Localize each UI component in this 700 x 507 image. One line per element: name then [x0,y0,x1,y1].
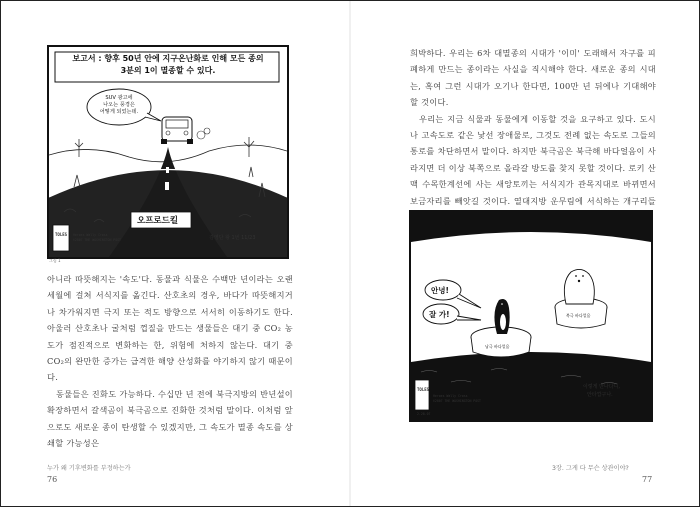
left-paragraph-2: 동물들은 진화도 가능하다. 수십만 년 전에 북극지방의 반년설이 확장하면서 갈색곰이 북극곰으로 진화한 것처럼 말이다. 이처럼 앞으로도 새로운 종이 탄생할 수 있겠지만, 그 속도가 멸종 속도를 상쇄할 가능성은 [47,388,293,449]
cartoon2-credit-line-2: ©2007 THE WASHINGTON POST [433,399,481,403]
page-number-right: 77 [642,475,653,484]
cartoon-logo: TOLES [55,232,68,237]
cartoon-handwritten-line-2: 안타깝구나. [587,392,613,398]
cartoon2-logo: TOLES [417,387,430,392]
left-paragraph-1: 아니라 따뜻해지는 '속도'다. 동물과 식물은 수백만 년이라는 오랜 세월에 걸쳐 서식지를 옮긴다. 산호초의 경우, 바다가 따뜻해지거나 차가워지면 극지 또는 적도 방향으로 서서히 이동하기도 한다. 아울러 산호초나 굴처럼 껍질을 만드는 생물들은 대기 중 CO₂ 농도가 점진적으로 변화하는 한, 위험에 처하지 않는다. 대기 중 CO₂의 완만한 증가는 급격한 해양 산성화를 야기하지 않기 때문이다. [47,274,293,383]
cartoon-offroadkill [47,45,289,259]
cartoon2-credit-line-1: Heroes Wally Cross [433,394,468,398]
cartoon2-date: 2.28.07 [417,412,431,416]
speech-goodbye: 잘 가! [429,310,450,319]
cartoon-report-line-1: 보고서 : 향후 50년 안에 지구온난화로 인해 모든 종의 [72,54,264,63]
speech-hello: 안녕! [431,286,449,295]
cartoon-bubble-line-3: 어떻게 되었는데. [99,109,139,115]
cartoon-caption: 그림 1 [49,258,61,263]
cartoon-sign-offroadkill: 오프로드킬 [137,216,179,226]
left-page [1,1,350,506]
cartoon-goodbye-ice [409,210,653,422]
cartoon-handwritten-line-1: 이렇게 만나다니, [583,384,620,390]
right-paragraph-1: 희박하다. 우리는 6차 대멸종의 시대가 '이미' 도래해서 자구를 피폐하게 만드는 종이라는 사실을 직시해야 한다. 새로운 종의 시대는, 혹여 그런 시대가 오기나 한다면, 100만 년 뒤에나 기대해야 할 것이다. [410,48,656,108]
cartoon-signature: 김영단 왕 1번 11/23 [209,235,256,241]
running-footer-left: 누가 왜 기후변화를 부정하는가 [47,465,131,472]
left-body-text [47,271,293,451]
cartoon-bubble-line-1: SUV 광고에 [105,95,133,101]
ice-label-arctic: 북극 바다얼음 [566,313,591,318]
cartoon-credit-line-1: Heroes Wally Cross [73,233,108,237]
cartoon-bubble-line-2: 나오는 풍경은 [103,102,135,108]
ice-label-antarctic: 남극 바다얼음 [485,344,510,349]
running-footer-right: 3장. 그게 다 무슨 상관이야? [552,465,629,472]
cartoon-credit-line-2: ©2007 THE WASHINGTON POST [73,238,121,242]
page-number-left: 76 [47,475,58,484]
right-body-text [410,45,656,225]
right-page [350,1,699,506]
cartoon-report-line-2: 3분의 1이 멸종할 수 있다. [120,66,216,75]
right-paragraph-2: 우리는 지금 식물과 동물에게 이동할 것을 요구하고 있다. 도시나 고속도로 같은 낯선 장애물로, 그것도 전례 없는 속도로 그들의 통로를 차단하면서 말이다. 하지만 북극곰은 북극해 바다얼음이 사라지면 더 이상 북쪽으로 올라갈 방도를 찾지 못할 것이다. 로키 산맥 수목한계선에 사는 새앙토끼는 서식지가 관목지대로 바뀌면서 보금자리를 빼앗길 것이다. 열대지방 운무림에 서식하는 개구리들 [410,113,656,206]
